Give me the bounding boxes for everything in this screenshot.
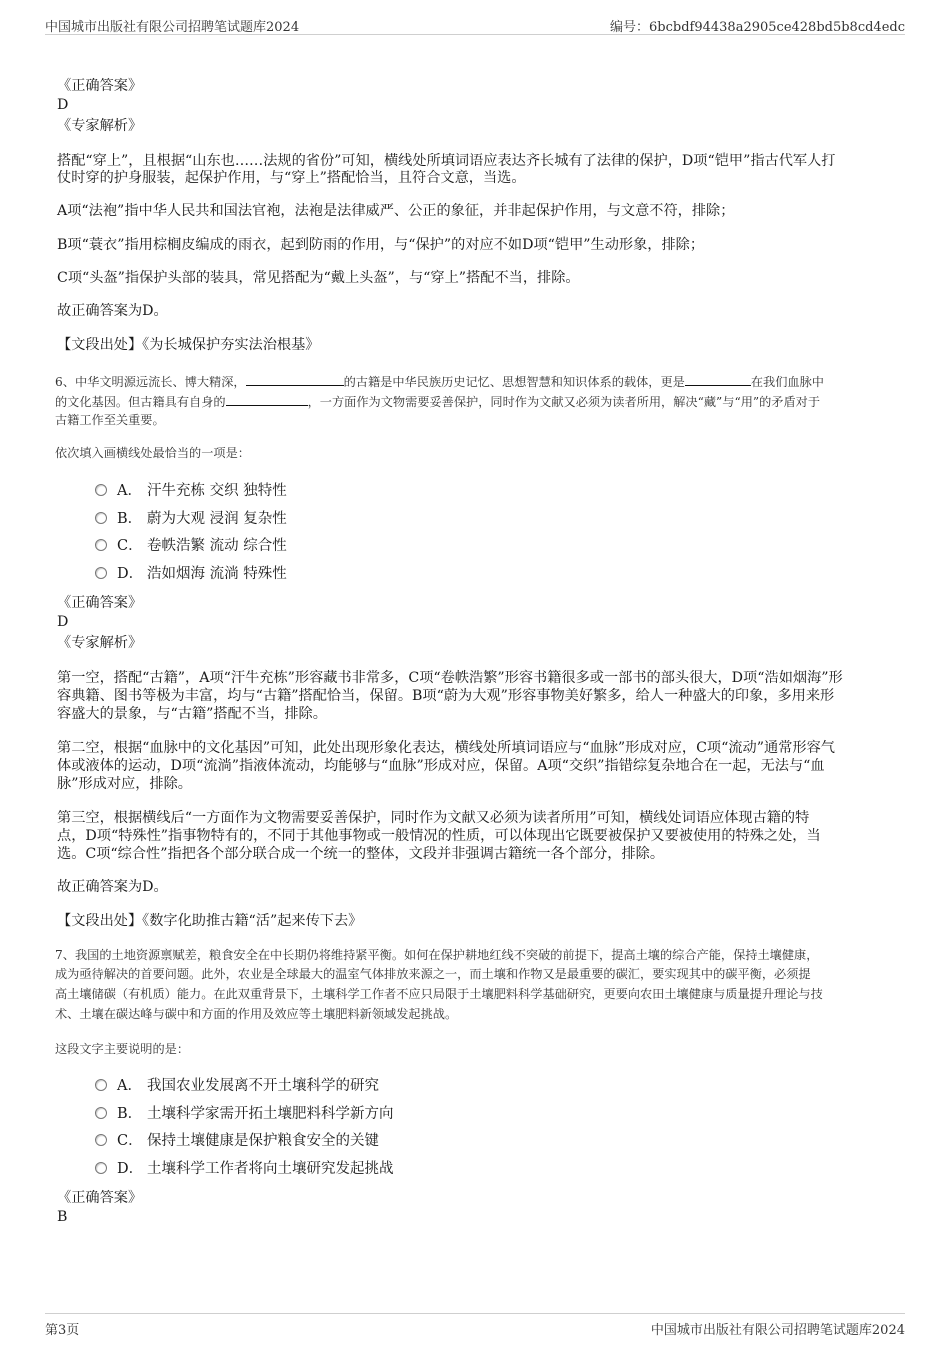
page-number: 第3页 xyxy=(45,1323,80,1338)
radio-icon[interactable] xyxy=(95,512,107,524)
page-footer xyxy=(45,1313,905,1336)
analysis-line: 点，D项“特殊性”指事物特有的，不同于其他事物或一般情况的性质，可以体现出它既要被保护又要被使用的特殊之处，当 xyxy=(57,828,821,844)
footer-title: 中国城市出版社有限公司招聘笔试题库2024 xyxy=(650,1323,905,1338)
analysis-line: 容典籍、图书等极为丰富，均与“古籍”搭配恰当，保留。B项“蔚为大观”形容事物美好繁多，给人一种盛大的印象，多用来形 xyxy=(57,688,835,704)
question-prompt: 这段文字主要说明的是： xyxy=(55,1042,190,1056)
analysis-line: 第一空，搭配“古籍”，A项“汗牛充栋”形容藏书非常多，C项“卷帙浩繁”形容书籍很多或一部书的部头很大，D项“浩如烟海”形 xyxy=(57,670,843,686)
answer-label: 《正确答案》 xyxy=(57,78,143,94)
question-stem-line: 7、我国的土地资源禀赋差，粮食安全在中长期仍将维持紧平衡。如何在保护耕地红线不突破的前提下，提高土壤的综合产能，保持土壤健康， xyxy=(55,948,819,962)
radio-icon[interactable] xyxy=(95,1134,107,1146)
question-stem-line: 成为亟待解决的首要问题。此外，农业是全球最大的温室气体排放来源之一，而土壤和作物又是最重要的碳汇，要实现其中的碳平衡，必须提 xyxy=(55,967,811,981)
page-header xyxy=(45,14,905,35)
answer-label: 《正确答案》 xyxy=(57,595,143,611)
analysis-line: B项“蓑衣”指用棕榈皮编成的雨衣，起到防雨的作用，与“保护”的对应不如D项“铠甲”生动形象，排除； xyxy=(57,237,705,253)
radio-icon[interactable] xyxy=(95,539,107,551)
answer-label: 《正确答案》 xyxy=(57,1190,143,1206)
radio-icon[interactable] xyxy=(95,1107,107,1119)
analysis-line: 仗时穿的护身服装，起保护作用，与“穿上”搭配恰当，且符合文意，当选。 xyxy=(57,170,526,186)
radio-icon[interactable] xyxy=(95,1079,107,1091)
analysis-line: 第二空，根据“血脉中的文化基因”可知，此处出现形象化表达，横线处所填词语应与“血脉”形成对应，C项“流动”通常形容气 xyxy=(57,740,835,756)
conclusion: 故正确答案为D。 xyxy=(57,303,168,319)
option-d[interactable]: D． 土壤科学工作者将向土壤研究发起挑战 xyxy=(95,1160,394,1178)
option-c[interactable]: C． 保持土壤健康是保护粮食安全的关键 xyxy=(95,1132,379,1150)
conclusion: 故正确答案为D。 xyxy=(57,879,168,895)
analysis-line: 脉”形成对应，排除。 xyxy=(57,776,192,792)
source: 【文段出处】《数字化助推古籍“活”起来传下去》 xyxy=(57,913,363,929)
radio-icon[interactable] xyxy=(95,567,107,579)
analysis-line: 体或液体的运动，D项“流淌”指液体流动，均能够与“血脉”形成对应，保留。A项“交织”指错综复杂地合在一起，无法与“血 xyxy=(57,758,825,774)
analysis-line: C项“头盔”指保护头部的装具，常见搭配为“戴上头盔”，与“穿上”搭配不当，排除。 xyxy=(57,270,580,286)
option-a[interactable]: A． 我国农业发展离不开土壤科学的研究 xyxy=(95,1077,379,1095)
analysis-line: 第三空，根据横线后“一方面作为文物需要妥善保护，同时作为文献又必须为读者所用”可知，横线处词语应体现古籍的特 xyxy=(57,810,810,826)
question-stem-line: 的文化基因。但古籍具有自身的 ，一方面作为文物需要妥善保护，同时作为文献又必须为读者所用，解决“藏”与“用”的矛盾对于 xyxy=(55,395,821,409)
analysis-label: 《专家解析》 xyxy=(57,635,143,651)
analysis-line: 选。C项“综合性”指把各个部分联合成一个统一的整体，文段并非强调古籍统一各个部分，排除。 xyxy=(57,846,665,862)
radio-icon[interactable] xyxy=(95,1162,107,1174)
option-d[interactable]: D． 浩如烟海 流淌 特殊性 xyxy=(95,565,287,583)
question-stem-line: 术、土壤在碳达峰与碳中和方面的作用及效应等土壤肥料新领域发起挑战。 xyxy=(55,1007,458,1021)
header-title: 中国城市出版社有限公司招聘笔试题库2024 xyxy=(45,20,300,35)
analysis-line: 搭配“穿上”，且根据“山东也……法规的省份”可知，横线处所填词语应表达齐长城有了法律的保护，D项“铠甲”指古代军人打 xyxy=(57,153,836,169)
analysis-label: 《专家解析》 xyxy=(57,118,143,134)
option-b[interactable]: B． 土壤科学家需开拓土壤肥料科学新方向 xyxy=(95,1105,394,1123)
answer-value: D xyxy=(57,97,69,113)
question-stem-line: 6、中华文明源远流长、博大精深， 的古籍是中华民族历史记忆、思想智慧和知识体系的载体，更是 在我们血脉中 xyxy=(55,375,824,389)
answer-value: B xyxy=(57,1209,68,1225)
option-a[interactable]: A． 汗牛充栋 交织 独特性 xyxy=(95,482,287,500)
source: 【文段出处】《为长城保护夯实法治根基》 xyxy=(57,337,320,353)
analysis-line: 容盛大的景象，与“古籍”搭配不当，排除。 xyxy=(57,706,327,722)
analysis-line: A项“法袍”指中华人民共和国法官袍，法袍是法律威严、公正的象征，并非起保护作用，与文意不符，排除； xyxy=(57,203,735,219)
option-c[interactable]: C． 卷帙浩繁 流动 综合性 xyxy=(95,537,287,555)
answer-value: D xyxy=(57,614,69,630)
question-prompt: 依次填入画横线处最恰当的一项是： xyxy=(55,446,250,460)
radio-icon[interactable] xyxy=(95,484,107,496)
question-stem-line: 古籍工作至关重要。 xyxy=(55,413,165,427)
header-doc-id: 编号：6bcbdf94438a2905ce428bd5b8cd4edc xyxy=(610,20,905,35)
question-stem-line: 高土壤储碳（有机质）能力。在此双重背景下，土壤科学工作者不应只局限于土壤肥料科学基础研究，更要向农田土壤健康与质量提升理论与技 xyxy=(55,987,823,1001)
option-b[interactable]: B． 蔚为大观 浸润 复杂性 xyxy=(95,510,287,528)
